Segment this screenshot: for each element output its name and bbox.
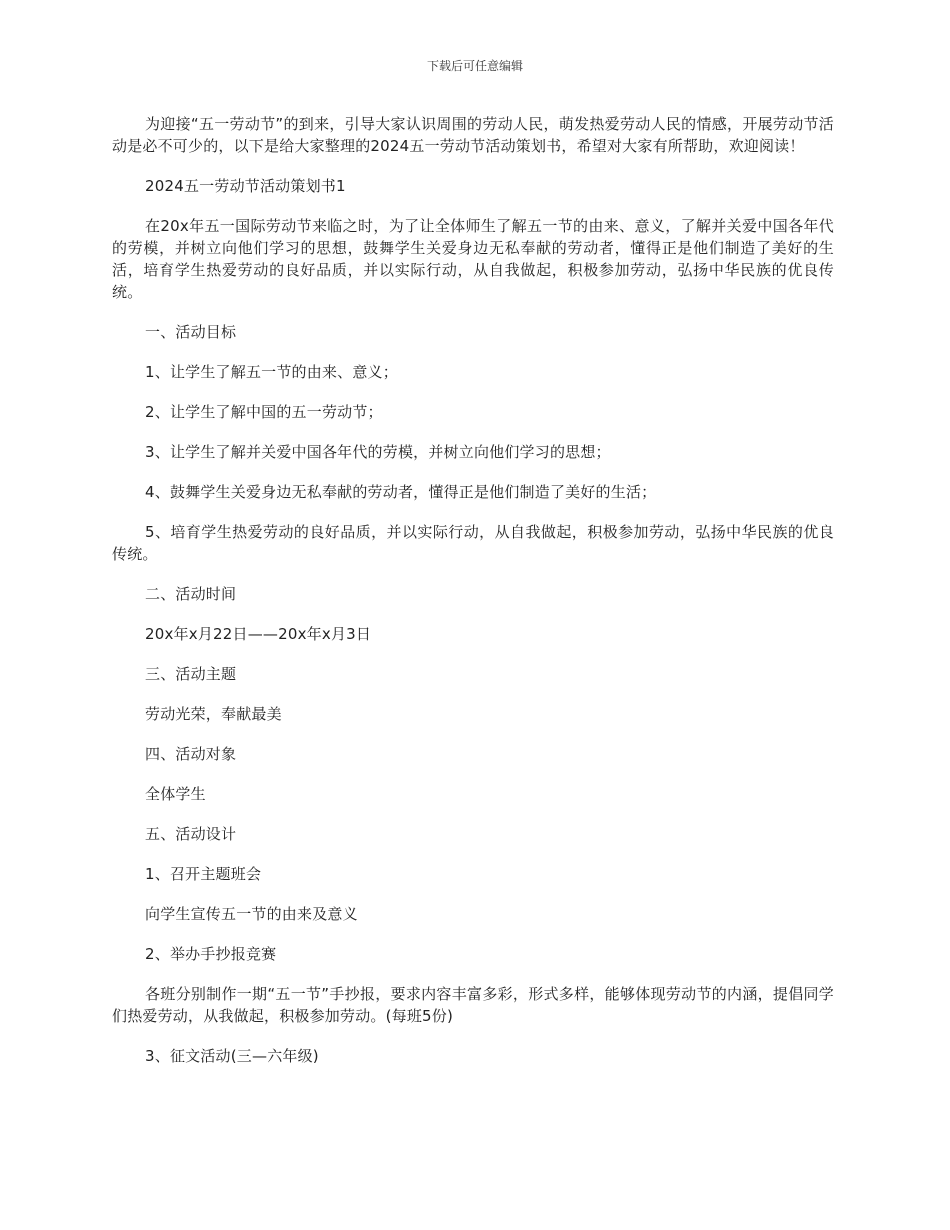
theme-value: 劳动光荣，奉献最美 xyxy=(145,705,282,723)
document-body xyxy=(112,113,834,1067)
list-item: 4、鼓舞学生关爱身边无私奉献的劳动者，懂得正是他们制造了美好的生活； xyxy=(145,483,657,501)
list-item: 1、让学生了解五一节的由来、意义； xyxy=(145,363,398,381)
body-paragraph: 向学生宣传五一节的由来及意义 xyxy=(145,905,358,923)
heading-audience: 四、活动对象 xyxy=(145,745,237,763)
body-paragraph: 各班分别制作一期“五一节”手抄报，要求内容丰富多彩，形式多样，能够体现劳动节的内涵，提倡同学们热爱劳动，从我做起，积极参加劳动。(每班5份) xyxy=(112,985,834,1025)
heading-theme: 三、活动主题 xyxy=(145,665,237,683)
heading-time: 二、活动时间 xyxy=(145,585,237,603)
list-item: 2、让学生了解中国的五一劳动节； xyxy=(145,403,383,421)
section-title: 2024五一劳动节活动策划书1 xyxy=(145,177,346,195)
intro-paragraph: 为迎接“五一劳动节”的到来，引导大家认识周围的劳动人民，萌发热爱劳动人民的情感，开展劳动节活动是必不可少的，以下是给大家整理的2024五一劳动节活动策划书，希望对大家有所帮助，欢迎阅读！ xyxy=(112,115,834,155)
list-item: 3、征文活动(三—六年级) xyxy=(145,1047,319,1065)
list-item: 5、培育学生热爱劳动的良好品质，并以实际行动，从自我做起，积极参加劳动，弘扬中华民族的优良传统。 xyxy=(112,523,834,563)
list-item: 1、召开主题班会 xyxy=(145,865,262,883)
heading-design: 五、活动设计 xyxy=(145,825,237,843)
time-value: 20x年x月22日——20x年x月3日 xyxy=(145,625,372,643)
page-header: 下载后可任意编辑 xyxy=(426,59,523,73)
audience-value: 全体学生 xyxy=(145,785,206,803)
list-item: 3、让学生了解并关爱中国各年代的劳模，并树立向他们学习的思想； xyxy=(145,443,611,461)
list-item: 2、举办手抄报竞赛 xyxy=(145,945,277,963)
heading-goals: 一、活动目标 xyxy=(145,323,237,341)
body-paragraph: 在20x年五一国际劳动节来临之时，为了让全体师生了解五一节的由来、意义，了解并关爱中国各年代的劳模，并树立向他们学习的思想，鼓舞学生关爱身边无私奉献的劳动者，懂得正是他们制造了美好的生活，培育学生热爱劳动的良好品质，并以实际行动，从自我做起，积极参加劳动，弘扬中华民族的优良传统。 xyxy=(112,217,834,301)
